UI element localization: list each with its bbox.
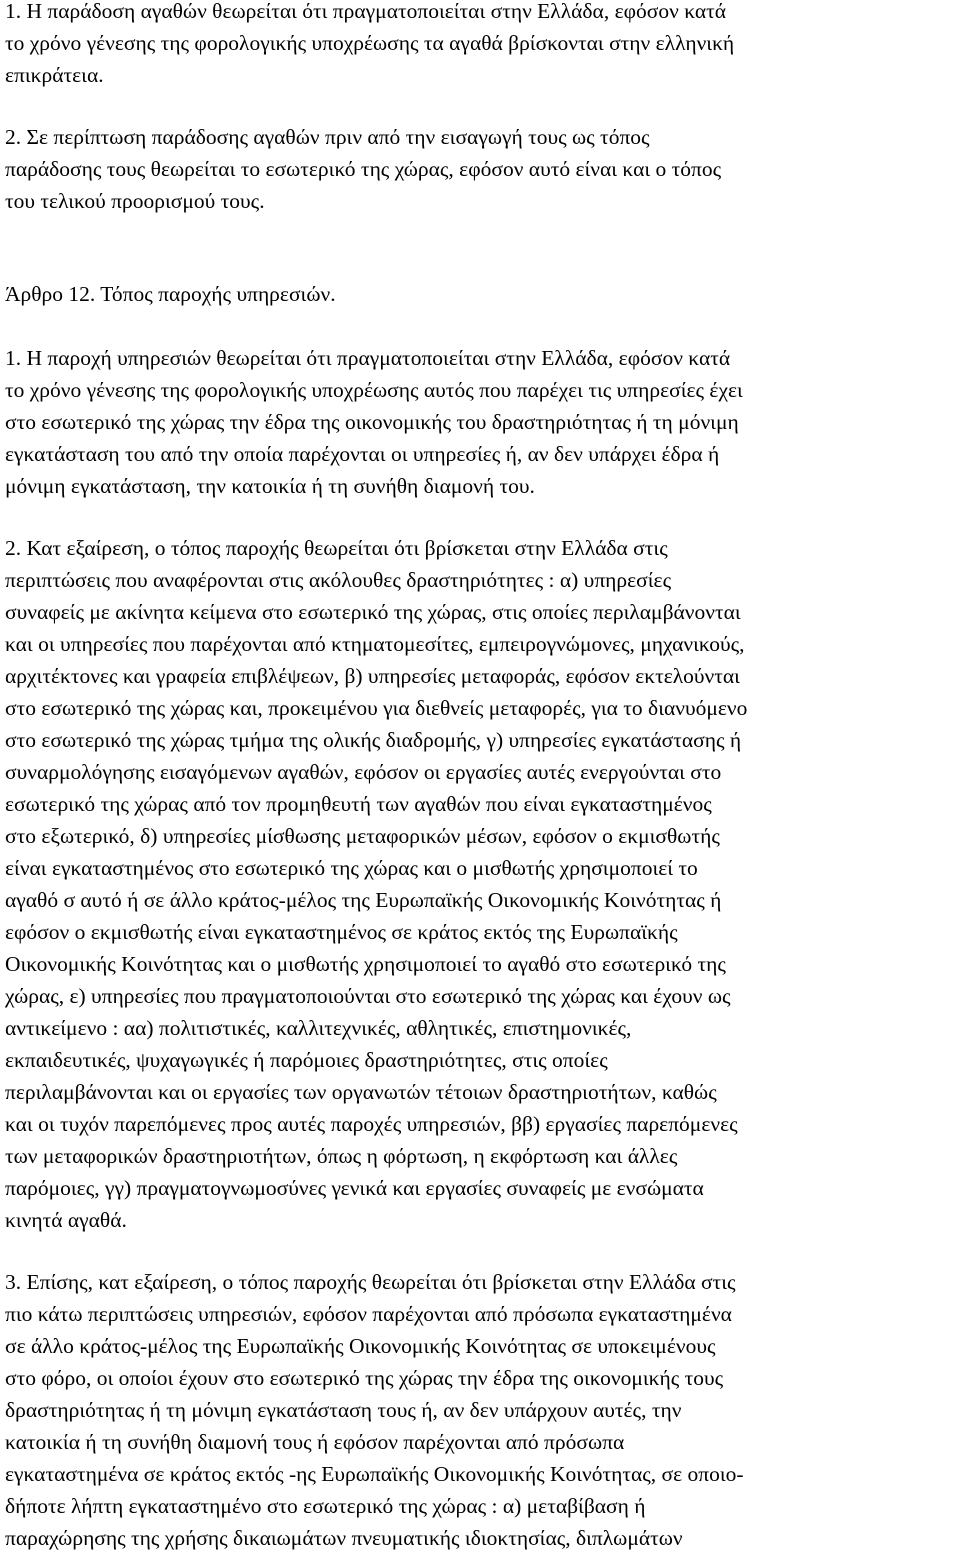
text-line: αντικείμενο : αα) πολιτιστικές, καλλιτεχνικές, αθλητικές, επιστημονικές, [5,1016,632,1040]
text-line: 2. Σε περίπτωση παράδοσης αγαθών πριν από την εισαγωγή τους ως τόπος [5,125,650,149]
article-heading: Άρθρο 12. Τόπος παροχής υπηρεσιών. [5,282,336,306]
text-line: στο εσωτερικό της χώρας την έδρα της οικονομικής του δραστηριότητας ή τη μόνιμη [5,410,739,434]
text-line: και οι υπηρεσίες που παρέχονται από κτηματομεσίτες, εμπειρογνώμονες, μηχανικούς, [5,632,745,656]
text-line: Οικονομικής Κοινότητας και ο μισθωτής χρησιμοποιεί το αγαθό στο εσωτερικό της [5,952,726,976]
text-line: κινητά αγαθά. [5,1208,127,1232]
text-line: 1. Η παροχή υπηρεσιών θεωρείται ότι πραγματοποιείται στην Ελλάδα, εφόσον κατά [5,346,731,370]
text-line: συναρμολόγησης εισαγόμενων αγαθών, εφόσον οι εργασίες αυτές ενεργούνται στο [5,760,722,784]
text-line: αρχιτέκτονες και γραφεία επιβλέψεων, β) υπηρεσίες μεταφοράς, εφόσον εκτελούνται [5,664,740,688]
text-line: χώρας, ε) υπηρεσίες που πραγματοποιούνται στο εσωτερικό της χώρας και έχουν ως [5,984,731,1008]
text-line: 2. Κατ εξαίρεση, ο τόπος παροχής θεωρείται ότι βρίσκεται στην Ελλάδα στις [5,536,668,560]
text-line: 1. Η παράδοση αγαθών θεωρείται ότι πραγματοποιείται στην Ελλάδα, εφόσον κατά [5,0,727,23]
text-line: κατοικία ή τη συνήθη διαμονή τους ή εφόσον παρέχονται από πρόσωπα [5,1430,625,1454]
text-line: το χρόνο γένεσης της φορολογικής υποχρέωσης τα αγαθά βρίσκονται στην ελληνική [5,31,735,55]
text-line: εγκατάσταση του από την οποία παρέχονται οι υπηρεσίες ή, αν δεν υπάρχει έδρα ή [5,442,720,466]
text-line: περιπτώσεις που αναφέρονται στις ακόλουθες δραστηριότητες : α) υπηρεσίες [5,568,672,592]
text-line: αγαθό σ αυτό ή σε άλλο κράτος-μέλος της Ευρωπαϊκής Οικονομικής Κοινότητας ή [5,888,722,912]
text-line: παραχώρησης της χρήσης δικαιωμάτων πνευματικής ιδιοκτησίας, διπλωμάτων [5,1526,683,1550]
text-line: στο εσωτερικό της χώρας τμήμα της ολικής διαδρομής, γ) υπηρεσίες εγκατάστασης ή [5,728,742,752]
text-line: μόνιμη εγκατάσταση, την κατοικία ή τη συνήθη διαμονή του. [5,474,535,498]
text-line: στο φόρο, οι οποίοι έχουν στο εσωτερικό της χώρας την έδρα της οικονομικής τους [5,1366,724,1390]
text-line: εγκαταστημένα σε κράτος εκτός -ης Ευρωπαϊκής Οικονομικής Κοινότητας, σε οποιο- [5,1462,744,1486]
text-line: σε άλλο κράτος-μέλος της Ευρωπαϊκής Οικονομικής Κοινότητας σε υποκειμένους [5,1334,716,1358]
text-line: το χρόνο γένεσης της φορολογικής υποχρέωσης αυτός που παρέχει τις υπηρεσίες έχει [5,378,743,402]
text-line: 3. Επίσης, κατ εξαίρεση, ο τόπος παροχής θεωρείται ότι βρίσκεται στην Ελλάδα στις [5,1270,736,1294]
text-line: εκπαιδευτικές, ψυχαγωγικές ή παρόμοιες δραστηριότητες, στις οποίες [5,1048,608,1072]
text-line: είναι εγκαταστημένος στο εσωτερικό της χώρας και ο μισθωτής χρησιμοποιεί το [5,856,698,880]
text-line: του τελικού προορισμού τους. [5,189,265,213]
text-line: στο εξωτερικό, δ) υπηρεσίες μίσθωσης μεταφορικών μέσων, εφόσον ο εκμισθωτής [5,824,720,848]
text-line: στο εσωτερικό της χώρας και, προκειμένου για διεθνείς μεταφορές, για το διανυόμενο [5,696,748,720]
text-line: εσωτερικό της χώρας από τον προμηθευτή των αγαθών που είναι εγκαταστημένος [5,792,712,816]
text-line: συναφείς με ακίνητα κείμενα στο εσωτερικό της χώρας, στις οποίες περιλαμβάνονται [5,600,741,624]
text-line: παρόμοιες, γγ) πραγματογνωμοσύνες γενικά και εργασίες συναφείς με ενσώματα [5,1176,704,1200]
text-line: και οι τυχόν παρεπόμενες προς αυτές παροχές υπηρεσιών, ββ) εργασίες παρεπόμενες [5,1112,738,1136]
text-line: των μεταφορικών δραστηριοτήτων, όπως η φόρτωση, η εκφόρτωση και άλλες [5,1144,678,1168]
text-line: παράδοσης τους θεωρείται το εσωτερικό της χώρας, εφόσον αυτό είναι και ο τόπος [5,157,722,181]
text-line: δραστηριότητας ή τη μόνιμη εγκατάσταση τους ή, αν δεν υπάρχουν αυτές, την [5,1398,682,1422]
text-line: επικράτεια. [5,63,104,87]
text-line: εφόσον ο εκμισθωτής είναι εγκαταστημένος σε κράτος εκτός της Ευρωπαϊκής [5,920,678,944]
text-line: περιλαμβάνονται και οι εργασίες των οργανωτών τέτοιων δραστηριοτήτων, καθώς [5,1080,717,1104]
text-line: δήποτε λήπτη εγκαταστημένο στο εσωτερικό της χώρας : α) μεταβίβαση ή [5,1494,646,1518]
text-line: πιο κάτω περιπτώσεις υπηρεσιών, εφόσον παρέχονται από πρόσωπα εγκαταστημένα [5,1302,732,1326]
